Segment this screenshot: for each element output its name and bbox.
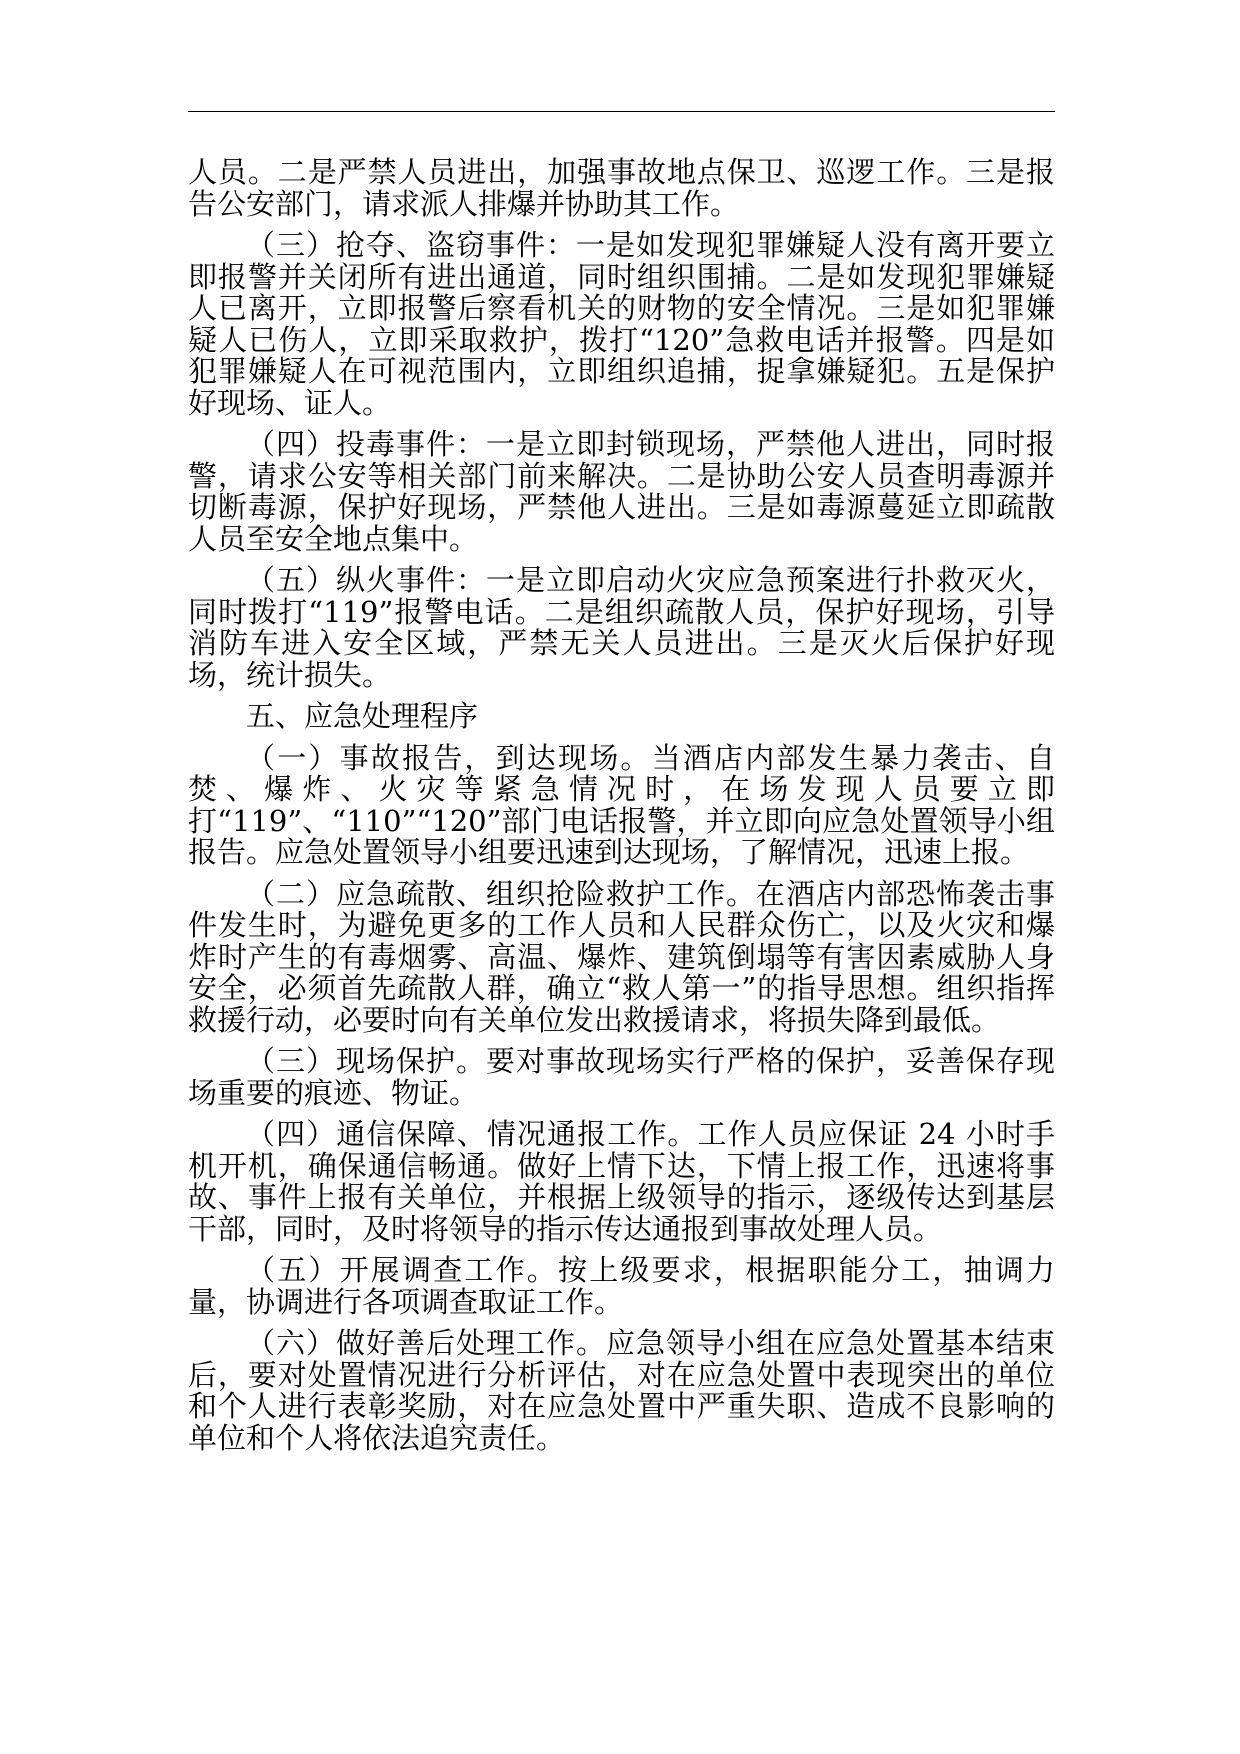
paragraph-investigation: （五）开展调查工作。按上级要求，根据职能分工，抽调力量，协调进行各项调查取证工作。 bbox=[188, 1253, 1055, 1319]
paragraph-robbery-theft: （三）抢夺、盗窃事件：一是如发现犯罪嫌疑人没有离开要立即报警并关闭所有进出通道，同时组织围捕。二是如发现犯罪嫌疑人已离开，立即报警后察看机关的财物的安全情况。三是如犯罪嫌疑人已伤人，立即采取救护，拨打“120”急救电话并报警。四是如犯罪嫌疑人在可视范围内，立即组织追捕，捉拿嫌疑犯。五是保护好现场、证人。 bbox=[188, 228, 1055, 420]
document-body bbox=[188, 157, 1055, 1464]
paragraph-communication: （四）通信保障、情况通报工作。工作人员应保证 24 小时手机开机，确保通信畅通。做好上情下达，下情上报工作，迅速将事故、事件上报有关单位，并根据上级领导的指示，逐级传达到基层干部，同时，及时将领导的指示传达通报到事故处理人员。 bbox=[188, 1117, 1055, 1246]
paragraph-accident-report: （一）事故报告，到达现场。当酒店内部发生暴力袭击、自焚、爆炸、火灾等紧急情况时，在场发现人员要立即打“119”、“110”“120”部门电话报警，并立即向应急处置领导小组报告。应急处置领导小组要迅速到达现场，了解情况，迅速上报。 bbox=[188, 740, 1055, 869]
paragraph-aftermath: （六）做好善后处理工作。应急领导小组在应急处置基本结束后，要对处置情况进行分析评估，对在应急处置中表现突出的单位和个人进行表彰奖励，对在应急处置中严重失职、造成不良影响的单位和个人将依法追究责任。 bbox=[188, 1326, 1055, 1455]
paragraph-continuation: 人员。二是严禁人员进出，加强事故地点保卫、巡逻工作。三是报告公安部门，请求派人排爆并协助其工作。 bbox=[188, 155, 1055, 221]
paragraph-arson: （五）纵火事件：一是立即启动火灾应急预案进行扑救灭火，同时拨打“119”报警电话。二是组织疏散人员，保护好现场，引导消防车进入安全区域，严禁无关人员进出。三是灭火后保护好现场，统计损失。 bbox=[188, 563, 1055, 692]
section-heading: 五、应急处理程序 bbox=[246, 699, 479, 733]
header-rule bbox=[188, 111, 1055, 112]
paragraph-scene-protection: （三）现场保护。要对事故现场实行严格的保护，妥善保存现场重要的痕迹、物证。 bbox=[188, 1044, 1055, 1110]
paragraph-evacuation: （二）应急疏散、组织抢险救护工作。在酒店内部恐怖袭击事件发生时，为避免更多的工作人员和人民群众伤亡，以及火灾和爆炸时产生的有毒烟雾、高温、爆炸、建筑倒塌等有害因素威胁人身安全，必须首先疏散人群，确立“救人第一”的指导思想。组织指挥救援行动，必要时向有关单位发出救援请求，将损失降到最低。 bbox=[188, 876, 1055, 1037]
paragraph-poisoning: （四）投毒事件：一是立即封锁现场，严禁他人进出，同时报警，请求公安等相关部门前来解决。二是协助公安人员查明毒源并切断毒源，保护好现场，严禁他人进出。三是如毒源蔓延立即疏散人员至安全地点集中。 bbox=[188, 427, 1055, 556]
